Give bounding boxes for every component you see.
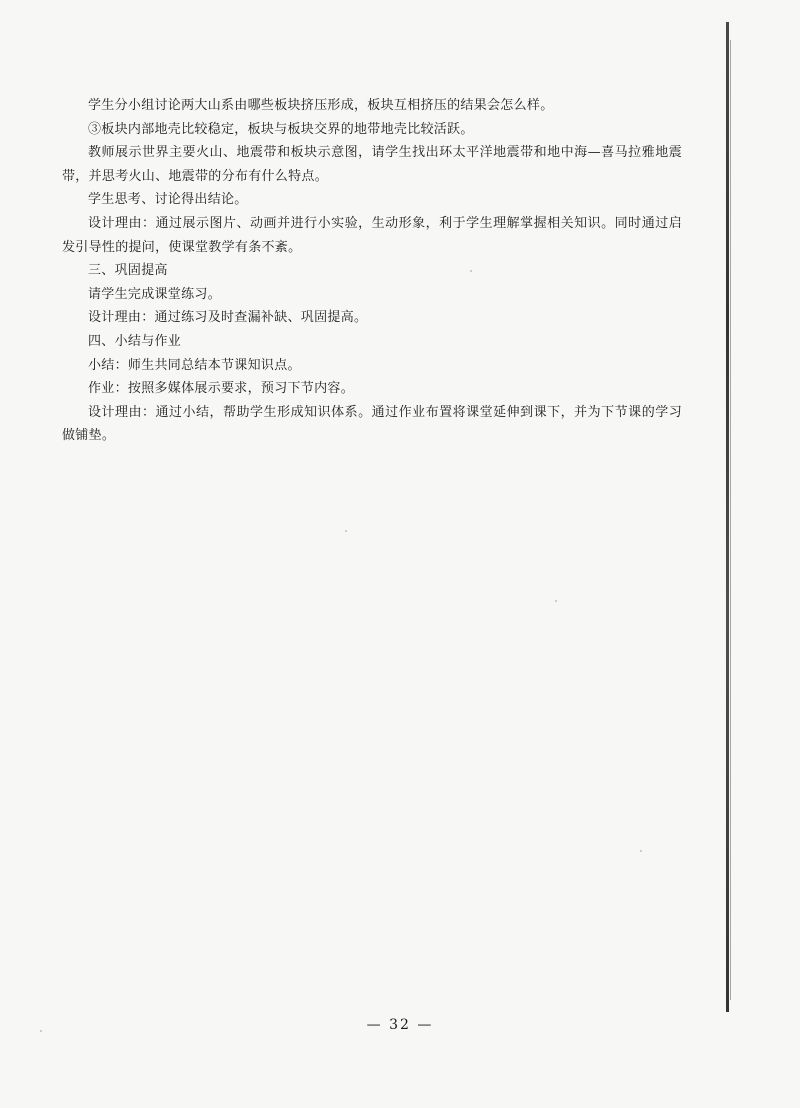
scan-speck [640,850,642,852]
paragraph: 作业：按照多媒体展示要求，预习下节内容。 [88,381,355,397]
paragraph: 学生分小组讨论两大山系由哪些板块挤压形成，板块互相挤压的结果会怎么样。 [88,98,554,113]
scan-edge-shadow [730,40,731,1000]
paragraph: ③板块内部地壳比较稳定，板块与板块交界的地带地壳比较活跃。 [88,121,474,137]
body-text [62,94,682,448]
scan-speck [555,600,557,602]
paragraph: 设计理由：通过小结，帮助学生形成知识体系。通过作业布置将课堂延伸到课下，并为下节课的学习做铺垫。 [62,404,682,444]
paragraph: 设计理由：通过展示图片、动画并进行小实验，生动形象，利于学生理解掌握相关知识。同时通过启发引导性的提问，使课堂教学有条不紊。 [62,215,682,255]
paragraph: 请学生完成课堂练习。 [88,286,222,302]
page-number: — 32 — [366,1017,434,1033]
paragraph: 设计理由：通过练习及时查漏补缺、巩固提高。 [88,310,368,326]
section-heading: 三、巩固提高 [88,263,168,279]
scan-speck [345,530,347,532]
paragraph: 小结：师生共同总结本节课知识点。 [88,357,301,373]
scan-speck [470,270,472,272]
section-heading: 四、小结与作业 [88,333,182,349]
scan-speck [40,1030,42,1032]
paragraph: 学生思考、讨论得出结论。 [88,192,248,208]
paragraph: 教师展示世界主要火山、地震带和板块示意图，请学生找出环太平洋地震带和地中海—喜马拉雅地震带，并思考火山、地震带的分布有什么特点。 [62,145,682,184]
scan-edge-line [726,22,729,1012]
